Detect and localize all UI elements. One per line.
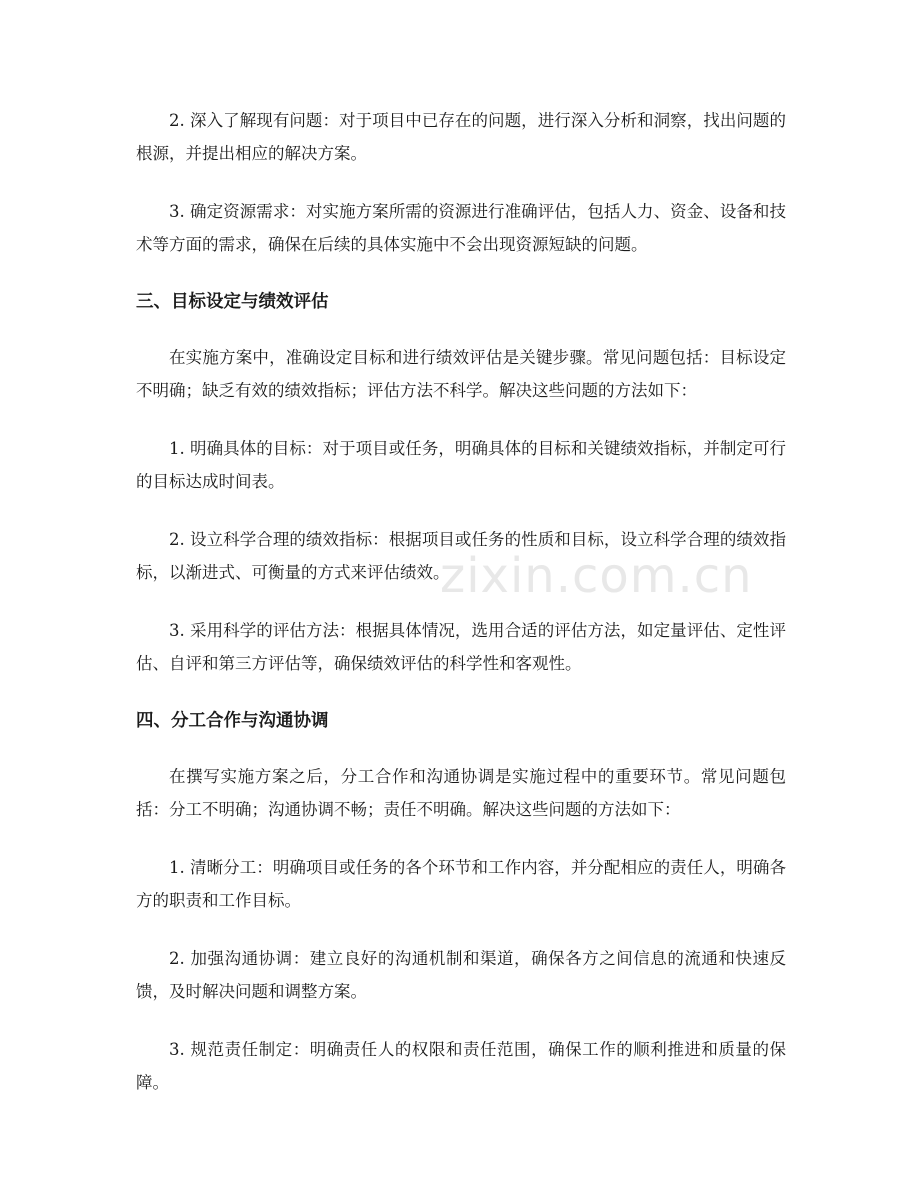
paragraph-item-2-kpis: 2. 设立科学合理的绩效指标：根据项目或任务的性质和目标，设立科学合理的绩效指标，以渐进式、可衡量的方式来评估绩效。 [136, 530, 786, 582]
paragraph-item-2-root-causes: 2. 深入了解现有问题：对于项目中已存在的问题，进行深入分析和洞察，找出问题的根源，并提出相应的解决方案。 [136, 111, 786, 163]
section-heading-cooperation: 四、分工合作与沟通协调 [136, 711, 329, 731]
paragraph-item-3-responsibility: 3. 规范责任制定：明确责任人的权限和责任范围，确保工作的顺利推进和质量的保障。 [136, 1040, 786, 1092]
section-heading-goals: 三、目标设定与绩效评估 [136, 292, 329, 312]
paragraph-item-3-evaluation: 3. 采用科学的评估方法：根据具体情况，选用合适的评估方法，如定量评估、定性评估、自评和第三方评估等，确保绩效评估的科学性和客观性。 [136, 621, 786, 673]
paragraph-item-3-resource-needs: 3. 确定资源需求：对实施方案所需的资源进行准确评估，包括人力、资金、设备和技术等方面的需求，确保在后续的具体实施中不会出现资源短缺的问题。 [136, 202, 786, 254]
paragraph-item-1-division: 1. 清晰分工：明确项目或任务的各个环节和工作内容，并分配相应的责任人，明确各方的职责和工作目标。 [136, 858, 786, 910]
paragraph-item-2-communication: 2. 加强沟通协调：建立良好的沟通机制和渠道，确保各方之间信息的流通和快速反馈，及时解决问题和调整方案。 [136, 949, 786, 1001]
document-body [136, 104, 786, 1124]
paragraph-goals-intro: 在实施方案中，准确设定目标和进行绩效评估是关键步骤。常见问题包括：目标设定不明确；缺乏有效的绩效指标；评估方法不科学。解决这些问题的方法如下： [136, 348, 786, 400]
paragraph-cooperation-intro: 在撰写实施方案之后，分工合作和沟通协调是实施过程中的重要环节。常见问题包括：分工不明确；沟通协调不畅；责任不明确。解决这些问题的方法如下： [136, 767, 786, 819]
paragraph-item-1-clear-goals: 1. 明确具体的目标：对于项目或任务，明确具体的目标和关键绩效指标，并制定可行的目标达成时间表。 [136, 439, 786, 491]
watermark-text: zixin.com.cn [440, 548, 753, 604]
